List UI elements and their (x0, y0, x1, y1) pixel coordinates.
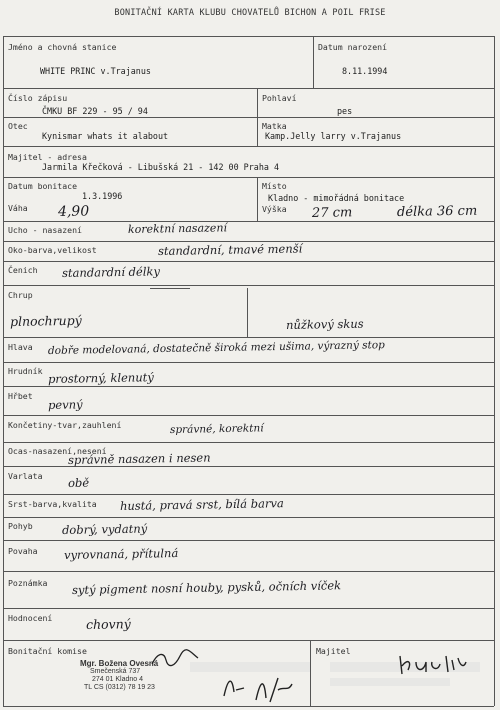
teeth-label: Chrup (8, 290, 33, 300)
rule (3, 640, 494, 641)
birth-value: 8.11.1994 (342, 66, 388, 76)
head-value: dobře modelovaná, dostatečně široká mezi ušima, výrazný stop (47, 339, 385, 357)
move-label: Pohyb (8, 521, 33, 531)
ear-value: korektní nasazení (127, 221, 228, 236)
muzzle-label: Čenich (8, 265, 38, 275)
rule (3, 517, 494, 518)
divider-birth (313, 36, 314, 88)
rule (3, 261, 494, 262)
height-value: 27 cm (311, 205, 353, 221)
rule (3, 117, 494, 118)
rule (3, 442, 494, 443)
right-border (494, 36, 495, 706)
limbs-value: správné, korektní (169, 422, 264, 436)
rule (3, 337, 494, 338)
father-value: Kynismar whats it alabout (42, 131, 169, 141)
commission-signature-2 (222, 672, 294, 704)
left-border (3, 36, 4, 706)
teeth-value: plnochrupý (9, 312, 82, 329)
mother-value: Kamp.Jelly larry v.Trajanus (265, 131, 402, 141)
rating-label: Hodnocení (8, 613, 53, 623)
chest-label: Hrudník (8, 366, 43, 376)
mother-label: Matka (262, 121, 287, 131)
teeth-extra: nůžkový skus (285, 316, 364, 332)
rule (3, 146, 494, 147)
faint-stamp-trace (330, 678, 450, 686)
divider-owner2 (310, 640, 311, 706)
weight-value: 4,90 (57, 203, 90, 220)
tail-value: správně nasazen i nesen (67, 450, 211, 467)
rule (3, 540, 494, 541)
testes-label: Varlata (8, 471, 43, 481)
reg-value: ČMKU BF 229 - 95 / 94 (42, 106, 148, 116)
height-label: Výška (262, 204, 287, 214)
note-value: sytý pigment nosní houby, pysků, očních víček (71, 578, 342, 597)
length-value: délka 36 cm (396, 203, 478, 220)
owner-signature (398, 650, 468, 678)
commission-signature-1 (150, 648, 200, 670)
rule (3, 386, 494, 387)
rule (3, 494, 494, 495)
date-label: Datum bonitace (8, 181, 78, 191)
father-label: Otec (8, 121, 28, 131)
rule (3, 285, 494, 286)
sex-label: Pohlaví (262, 93, 297, 103)
coat-value: hustá, pravá srst, bílá barva (119, 496, 284, 513)
chest-value: prostorný, klenutý (47, 370, 154, 386)
rule-bottom (3, 706, 494, 707)
move-value: dobrý, vydatný (61, 521, 148, 537)
faint-stamp-trace (190, 662, 310, 672)
rule (3, 415, 494, 416)
stamp-street: Smečenská 737 (90, 668, 141, 675)
card-title: BONITAČNÍ KARTA KLUBU CHOVATELŮ BICHON A POIL FRISE (114, 8, 386, 18)
coat-label: Srst-barva,kvalita (8, 499, 97, 509)
reg-label: Číslo zápisu (8, 93, 68, 103)
sex-value: pes (337, 106, 353, 116)
limbs-label: Končetiny-tvar,zauhlení (8, 420, 122, 430)
head-label: Hlava (8, 342, 33, 352)
temper-label: Povaha (8, 546, 38, 556)
eye-value: standardní, tmavé menší (157, 241, 303, 258)
back-value: pevný (47, 397, 83, 412)
divider-place (257, 177, 258, 221)
teeth-tick (150, 288, 190, 289)
ear-label: Ucho - nasazení (8, 225, 82, 235)
owner2-label: Majitel (316, 646, 351, 656)
rule-top (3, 36, 494, 37)
stamp-phone: TL CS (0312) 78 19 23 (84, 684, 155, 691)
stamp-name: Mgr. Božena Ovesná (80, 659, 159, 668)
name-value: WHITE PRINC v.Trajanus (40, 66, 151, 76)
eye-label: Oko-barva,velikost (8, 245, 97, 255)
tail-label: Ocas-nasazení,nesení (8, 446, 107, 456)
rule (3, 608, 494, 609)
muzzle-value: standardní délky (61, 264, 161, 280)
owner-value: Jarmila Křečková - Libušská 21 - 142 00 Praha 4 (42, 162, 279, 172)
name-label: Jméno a chovná stanice (8, 42, 117, 52)
note-label: Poznámka (8, 578, 48, 588)
divider-teeth (247, 288, 248, 337)
rule (3, 571, 494, 572)
temper-value: vyrovnaná, přítulná (63, 546, 179, 562)
date-value: 1.3.1996 (82, 191, 123, 201)
place-label: Místo (262, 181, 287, 191)
rule (3, 88, 494, 89)
weight-label: Váha (8, 203, 28, 213)
commission-stamp (80, 659, 158, 692)
rule (3, 362, 494, 363)
owner-label: Majitel - adresa (8, 152, 87, 162)
testes-value: obě (67, 475, 90, 490)
rating-value: chovný (85, 616, 131, 632)
divider-sex (257, 88, 258, 146)
rule (3, 177, 494, 178)
stamp-city: 274 01 Kladno 4 (92, 676, 143, 683)
birth-label: Datum narození (318, 42, 388, 52)
commission-label: Bonitační komise (8, 646, 87, 656)
back-label: Hřbet (8, 391, 33, 401)
rule (3, 221, 494, 222)
place-value: Kladno - mimořádná bonitace (268, 193, 405, 203)
